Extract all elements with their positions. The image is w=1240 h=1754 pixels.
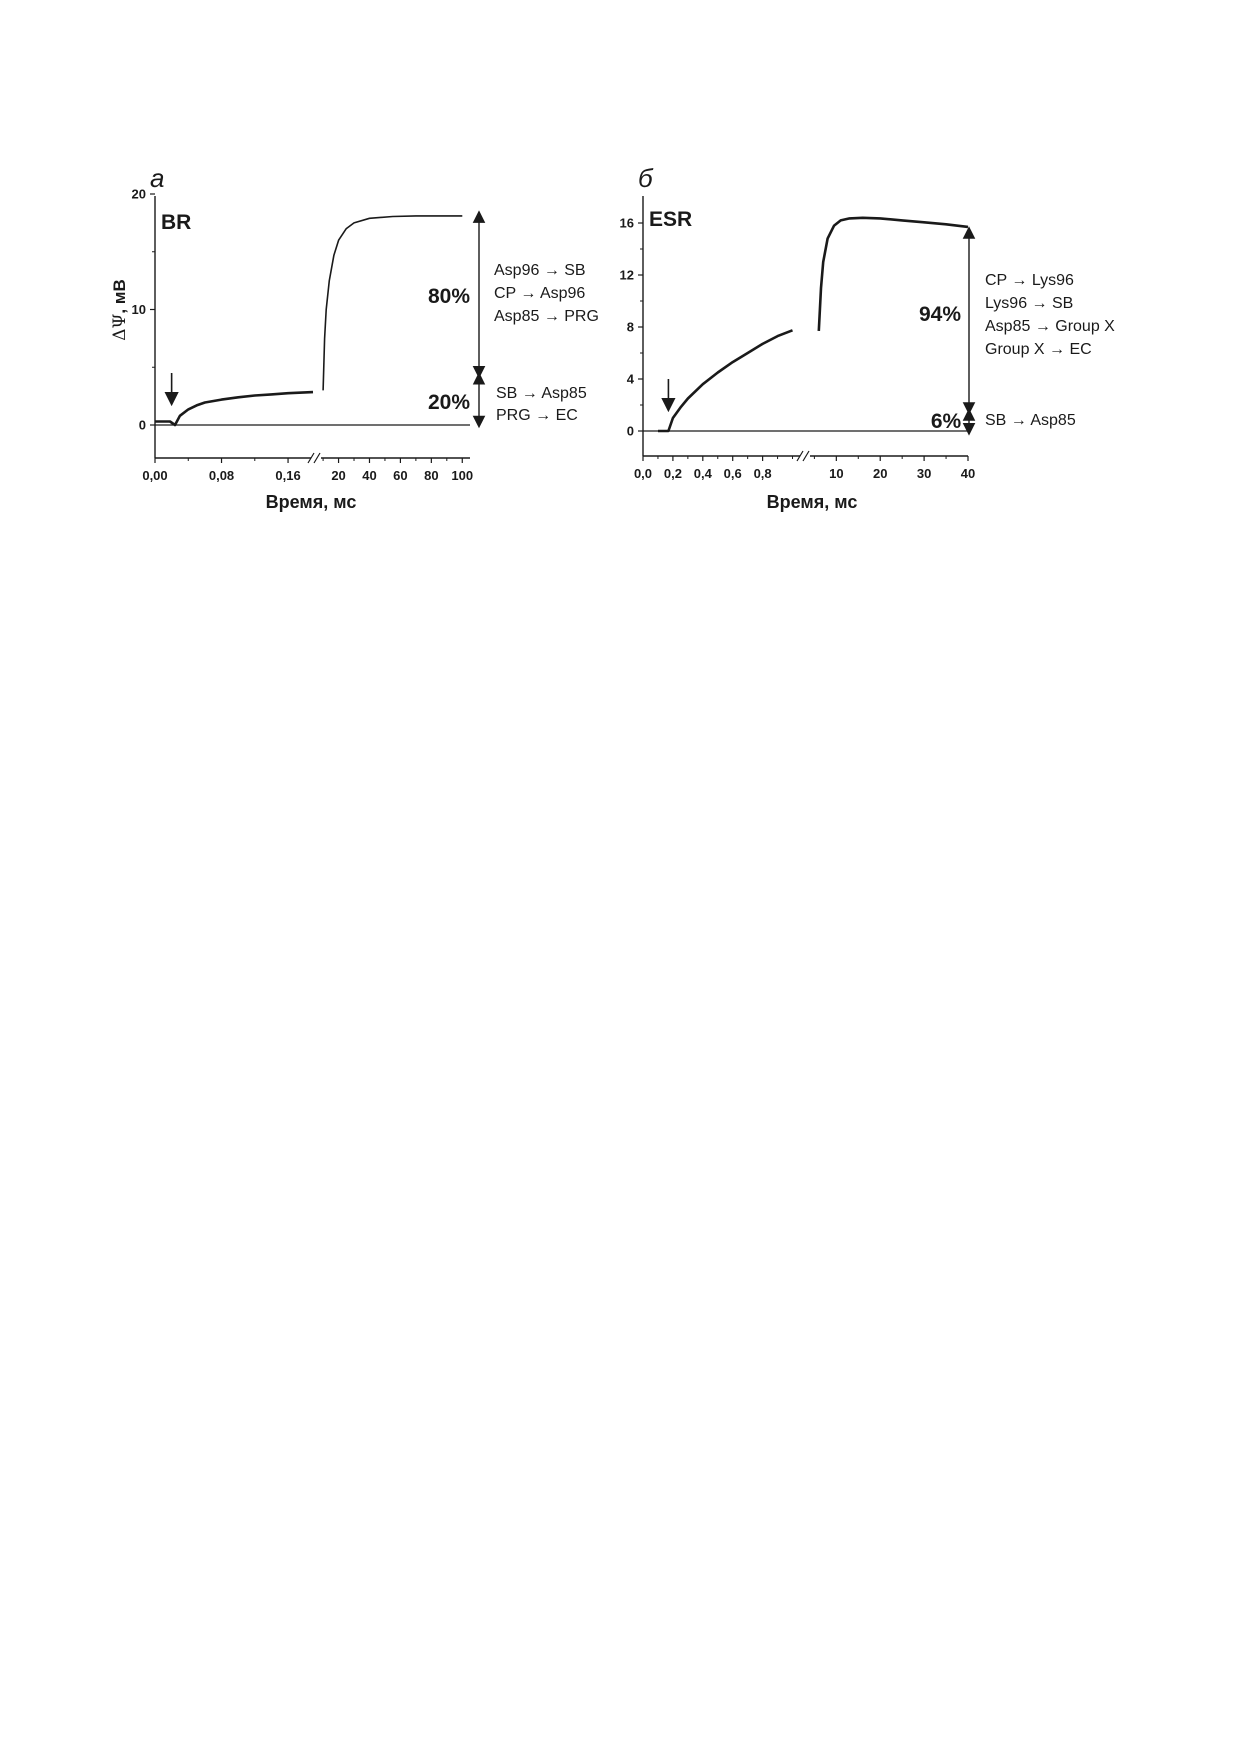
- y-tick-label: 8: [626, 319, 634, 335]
- x-tick-label: 40: [960, 466, 976, 481]
- panel-b-x-axis-label: Время, мс: [766, 492, 858, 512]
- panel-a-y-axis-label: ΔΨ, мВ: [110, 279, 130, 341]
- panel-a-component-1-percent: 80%: [427, 285, 471, 308]
- x-tick-label: 0,08: [208, 468, 235, 483]
- x-tick-label: 0,16: [275, 468, 301, 483]
- panel-b-component-2-percent: 6%: [930, 410, 962, 433]
- y-tick-label: 0: [626, 423, 634, 439]
- panel-b: [620, 163, 1116, 512]
- panel-a-series: [155, 216, 462, 425]
- x-tick-label: 0,2: [663, 466, 682, 481]
- y-tick-label: 20: [131, 186, 146, 202]
- panel-a-component-2-percent: 20%: [427, 391, 471, 414]
- panel-b-step-3: Asp85 → Group X: [985, 318, 1115, 335]
- panel-a-label: а: [150, 163, 165, 193]
- x-tick-label: 100: [451, 468, 474, 483]
- x-tick-label: 0,4: [693, 466, 712, 481]
- axis-break-mark: [803, 451, 809, 461]
- x-tick-label: 0,8: [753, 466, 772, 481]
- x-tick-label: 20: [872, 466, 888, 481]
- panel-b-step-1: CP → Lys96: [985, 272, 1074, 289]
- y-tick-label: 10: [131, 302, 146, 317]
- y-tick-label: 0: [138, 417, 146, 433]
- axis-break-mark: [314, 453, 320, 463]
- panel-b-annotations: [668, 233, 969, 430]
- signal-trace-fast: [658, 330, 793, 431]
- panel-a-protein-name: BR: [161, 211, 192, 234]
- panel-a-axes: [150, 194, 470, 463]
- figure: [0, 0, 1240, 560]
- x-tick-label: 10: [829, 466, 844, 481]
- panel-b-step-2: Lys96 → SB: [985, 295, 1074, 312]
- panel-b-protein-name: ESR: [649, 208, 693, 231]
- y-tick-label: 4: [626, 371, 634, 387]
- panel-b-axes: [638, 196, 968, 461]
- panel-a-step-3: Asp85 → PRG: [494, 308, 599, 325]
- x-tick-label: 60: [393, 468, 408, 483]
- panel-a-step-2: CP → Asp96: [494, 285, 586, 302]
- panel-a-step-4: SB → Asp85: [496, 385, 587, 402]
- x-tick-label: 0,0: [633, 466, 653, 481]
- x-tick-label: 0,6: [723, 466, 742, 481]
- panel-b-step-4: Group X → EC: [985, 341, 1092, 358]
- panel-a: [110, 163, 599, 512]
- x-tick-label: 20: [331, 468, 346, 483]
- panel-b-tick-labels: [620, 216, 976, 482]
- y-tick-label: 12: [619, 267, 634, 283]
- panel-a-step-5: PRG → EC: [496, 407, 578, 424]
- panel-b-step-5: SB → Asp85: [985, 412, 1076, 429]
- x-tick-label: 80: [424, 468, 439, 483]
- panel-a-x-axis-label: Время, мс: [265, 492, 357, 512]
- panel-b-component-1-percent: 94%: [918, 303, 962, 326]
- y-tick-label: 16: [619, 215, 634, 231]
- signal-trace-fast: [155, 392, 313, 425]
- x-tick-label: 40: [362, 468, 377, 483]
- x-tick-label: 0,00: [142, 468, 168, 483]
- panel-b-label: б: [638, 163, 653, 193]
- panel-a-step-1: Asp96 → SB: [494, 262, 586, 279]
- x-tick-label: 30: [916, 466, 932, 481]
